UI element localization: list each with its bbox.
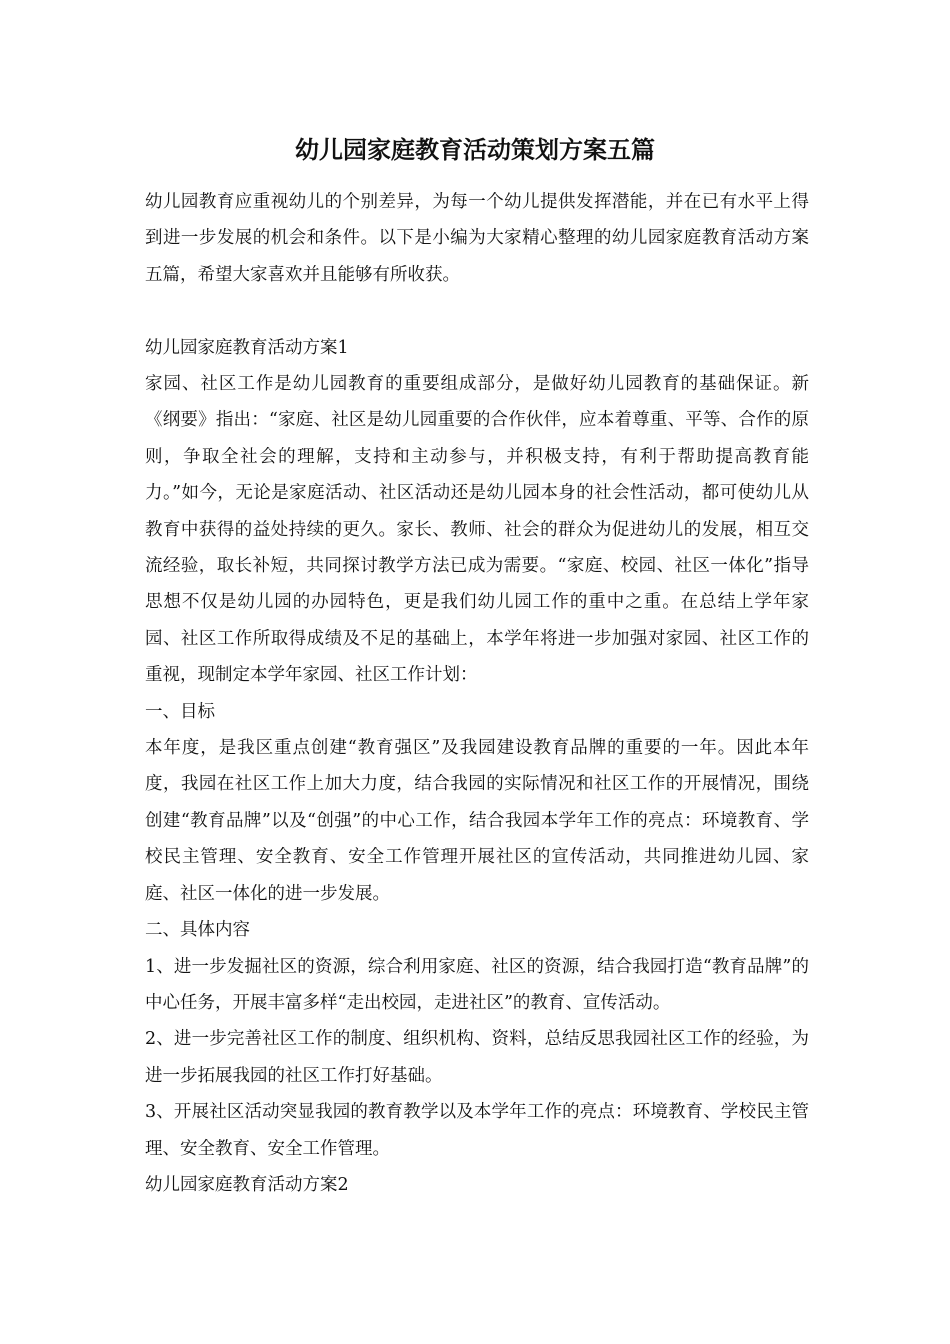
content-heading: 二、具体内容: [145, 920, 250, 941]
document-body: [145, 184, 809, 1203]
content-item-3: 3、开展社区活动突显我园的教育教学以及本学年工作的亮点：环境教育、学校民主管理、安全教育、安全工作管理。: [145, 1102, 809, 1159]
goal-paragraph: 本年度，是我区重点创建“教育强区”及我园建设教育品牌的重要的一年。因此本年度，我园在社区工作上加大力度，结合我园的实际情况和社区工作的开展情况，围绕创建“教育品牌”以及“创强”的中心工作，结合我园本学年工作的亮点：环境教育、学校民主管理、安全教育、安全工作管理开展社区的宣传活动，共同推进幼儿园、家庭、社区一体化的进一步发展。: [145, 738, 809, 904]
intro-paragraph: 幼儿园教育应重视幼儿的个别差异，为每一个幼儿提供发挥潜能，并在已有水平上得到进一步发展的机会和条件。以下是小编为大家精心整理的幼儿园家庭教育活动方案五篇，希望大家喜欢并且能够有所收获。: [145, 192, 809, 285]
blank-line: [145, 293, 809, 329]
section-1-paragraph: 家园、社区工作是幼儿园教育的重要组成部分，是做好幼儿园教育的基础保证。新《纲要》指出：“家庭、社区是幼儿园重要的合作伙伴，应本着尊重、平等、合作的原则，争取全社会的理解，支持和主动参与，并积极支持，有利于帮助提高教育能力。”如今，无论是家庭活动、社区活动还是幼儿园本身的社会性活动，都可使幼儿从教育中获得的益处持续的更久。家长、教师、社会的群众为促进幼儿的发展，相互交流经验，取长补短，共同探讨教学方法已成为需要。“家庭、校园、社区一体化”指导思想不仅是幼儿园的办园特色，更是我们幼儿园工作的重中之重。在总结上学年家园、社区工作所取得成绩及不足的基础上，本学年将进一步加强对家园、社区工作的重视，现制定本学年家园、社区工作计划：: [145, 374, 809, 686]
section-1-heading: 幼儿园家庭教育活动方案1: [145, 337, 349, 358]
content-item-1: 1、进一步发掘社区的资源，综合利用家庭、社区的资源，结合我园打造“教育品牌”的中心任务，开展丰富多样“走出校园，走进社区”的教育、宣传活动。: [145, 956, 809, 1013]
goal-heading: 一、目标: [145, 701, 215, 722]
content-item-2: 2、进一步完善社区工作的制度、组织机构、资料，总结反思我园社区工作的经验，为进一步拓展我园的社区工作打好基础。: [145, 1029, 809, 1086]
document-title: 幼儿园家庭教育活动策划方案五篇: [295, 135, 655, 164]
section-2-heading: 幼儿园家庭教育活动方案2: [145, 1174, 349, 1195]
